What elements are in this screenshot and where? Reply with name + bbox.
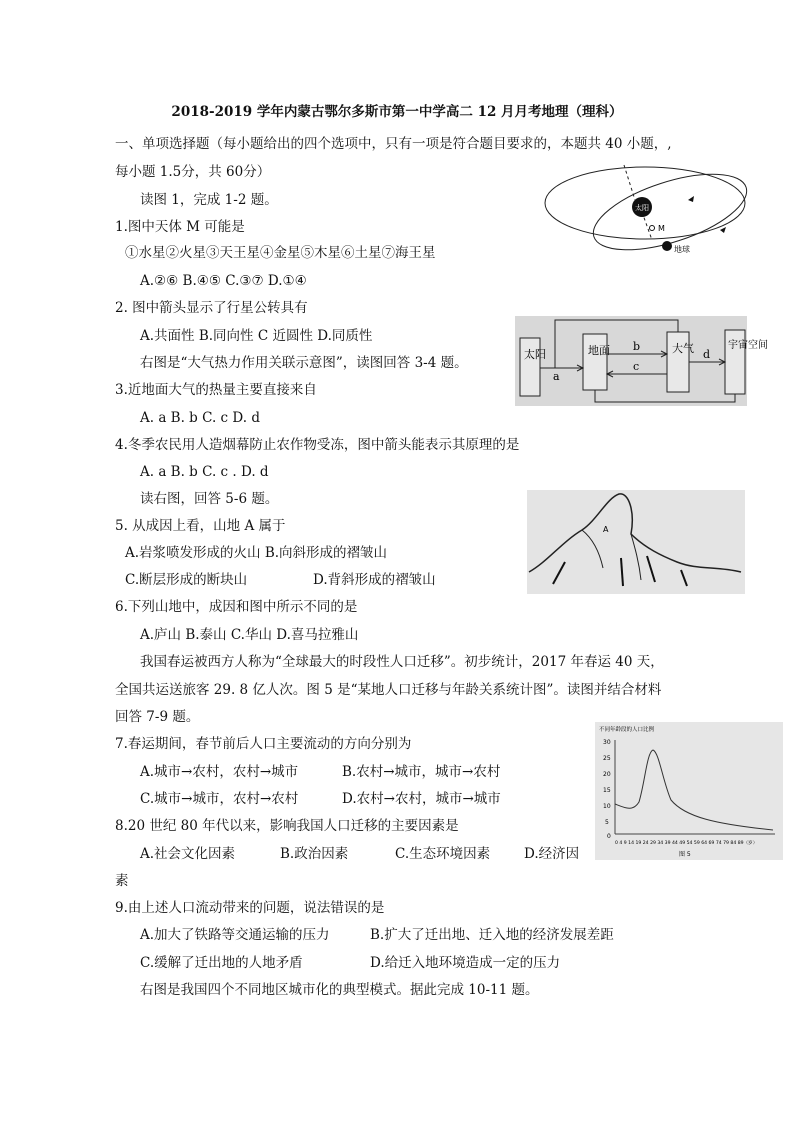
chart-y-label: 不同年龄段的人口比例 <box>599 727 655 733</box>
page-title: 2018-2019 学年内蒙古鄂尔多斯市第一中学高二 12 月月考地理（理科） <box>171 104 623 120</box>
y-tick: 5 <box>605 819 609 826</box>
earth-marker <box>662 241 672 251</box>
orbit-arrow-icon-2 <box>720 227 726 233</box>
figure-3-mountain <box>527 490 745 594</box>
question-7: 7.春运期间，春节前后人口主要流动的方向分别为 <box>115 736 412 752</box>
figure-2-atmosphere-diagram <box>515 316 768 406</box>
y-tick: 10 <box>603 803 611 810</box>
question-8-option-d-cont: 素 <box>115 873 129 889</box>
arrow-d-label: d <box>703 348 711 361</box>
y-tick: 25 <box>603 755 611 762</box>
question-6-options: A.庐山 B.泰山 C.华山 D.喜马拉雅山 <box>140 627 359 643</box>
y-tick: 15 <box>603 787 611 794</box>
question-5-option-c: C.断层形成的断块山 <box>125 572 248 588</box>
question-9: 9.由上述人口流动带来的问题，说法错误的是 <box>115 900 385 916</box>
question-8: 8.20 世纪 80 年代以来，影响我国人口迁移的主要因素是 <box>115 818 459 834</box>
question-8-option-b: B.政治因素 <box>280 846 349 862</box>
question-8-option-c: C.生态环境因素 <box>395 846 491 862</box>
material-line-3: 回答 7-9 题。 <box>115 709 200 725</box>
question-9-option-d: D.给迁入地环境造成一定的压力 <box>370 955 561 971</box>
y-tick: 30 <box>603 739 611 746</box>
y-tick: 0 <box>607 833 611 840</box>
chart-caption: 图 5 <box>679 851 691 858</box>
intro-q5-6: 读右图，回答 5-6 题。 <box>140 491 279 507</box>
question-5: 5. 从成因上看，山地 A 属于 <box>115 518 286 534</box>
section-header-cont: 每小题 1.5分，共 60分） <box>115 164 271 180</box>
question-8-option-d: D.经济因 <box>524 846 580 862</box>
intro-q1-2: 读图 1，完成 1-2 题。 <box>140 192 278 208</box>
x-ticks: 0 4 9 14 19 24 29 34 39 44 49 54 59 64 69 74 79 84 89（岁） <box>615 841 758 846</box>
question-9-option-c: C.缓解了迁出地的人地矛盾 <box>140 955 303 971</box>
question-5-options-ab: A.岩浆喷发形成的火山 B.向斜形成的褶皱山 <box>125 545 388 561</box>
arrow-b-label: b <box>633 340 641 353</box>
question-9-option-b: B.扩大了迁出地、迁入地的经济发展差距 <box>370 927 614 943</box>
question-7-option-b: B.农村→城市，城市→农村 <box>342 764 501 780</box>
ground-box-label: 地面 <box>588 344 610 357</box>
atmosphere-box-label: 大气 <box>672 342 694 355</box>
sun-label: 太阳 <box>635 204 649 212</box>
arrow-c-label: c <box>633 360 640 373</box>
question-2: 2. 图中箭头显示了行星公转具有 <box>115 300 308 316</box>
material-line-1: 我国春运被西方人称为“全球最大的时段性人口迁移”。初步统计，2017 年春运 40 天， <box>140 654 664 670</box>
y-tick: 20 <box>603 771 611 778</box>
question-7-option-c: C.城市→城市，农村→农村 <box>140 791 299 807</box>
question-4-options: A. a B. b C. c . D. d <box>140 464 269 480</box>
question-3: 3.近地面大气的热量主要直接来自 <box>115 382 317 398</box>
space-box-label: 宇宙空间 <box>728 340 768 351</box>
intro-q3-4: 右图是“大气热力作用关联示意图”，读图回答 3-4 题。 <box>140 355 468 371</box>
planet-m-label: M <box>658 224 665 233</box>
planet-m-marker <box>650 226 655 231</box>
question-2-options: A.共面性 B.同向性 C 近圆性 D.同质性 <box>140 328 373 344</box>
question-7-option-a: A.城市→农村，农村→城市 <box>140 764 299 780</box>
mountain-a-label: A <box>603 525 609 534</box>
figure-1-orbits <box>540 160 755 260</box>
material-line-2: 全国共运送旅客 29. 8 亿人次。图 5 是“某地人口迁移与年龄关系统计图”。读图并结合材料 <box>115 682 662 698</box>
arrow-a-label: a <box>553 370 560 383</box>
intro-q10-11: 右图是我国四个不同地区城市化的典型模式。据此完成 10-11 题。 <box>140 982 539 998</box>
question-1: 1.图中天体 M 可能是 <box>115 219 245 235</box>
orbit-arrow-icon <box>688 196 694 202</box>
figure-5-migration-chart <box>595 722 783 860</box>
question-3-options: A. a B. b C. c D. d <box>140 410 260 426</box>
earth-label: 地球 <box>674 245 690 254</box>
question-6: 6.下列山地中，成因和图中所示不同的是 <box>115 599 358 615</box>
question-5-option-d: D.背斜形成的褶皱山 <box>313 572 436 588</box>
question-1-options: A.②⑥ B.④⑤ C.③⑦ D.①④ <box>140 273 307 289</box>
sun-box-label-1: 太阳 <box>524 348 546 361</box>
question-9-option-a: A.加大了铁路等交通运输的压力 <box>140 927 330 943</box>
question-4: 4.冬季农民用人造烟幕防止农作物受冻，图中箭头能表示其原理的是 <box>115 437 520 453</box>
question-8-option-a: A.社会文化因素 <box>140 846 236 862</box>
section-header: 一、单项选择题（每小题给出的四个选项中，只有一项是符合题目要求的，本题共 40 小题，, <box>115 136 672 152</box>
question-7-option-d: D.农村→农村，城市→城市 <box>342 791 501 807</box>
question-1-list: ①水星②火星③天王星④金星⑤木星⑥土星⑦海王星 <box>125 245 436 261</box>
